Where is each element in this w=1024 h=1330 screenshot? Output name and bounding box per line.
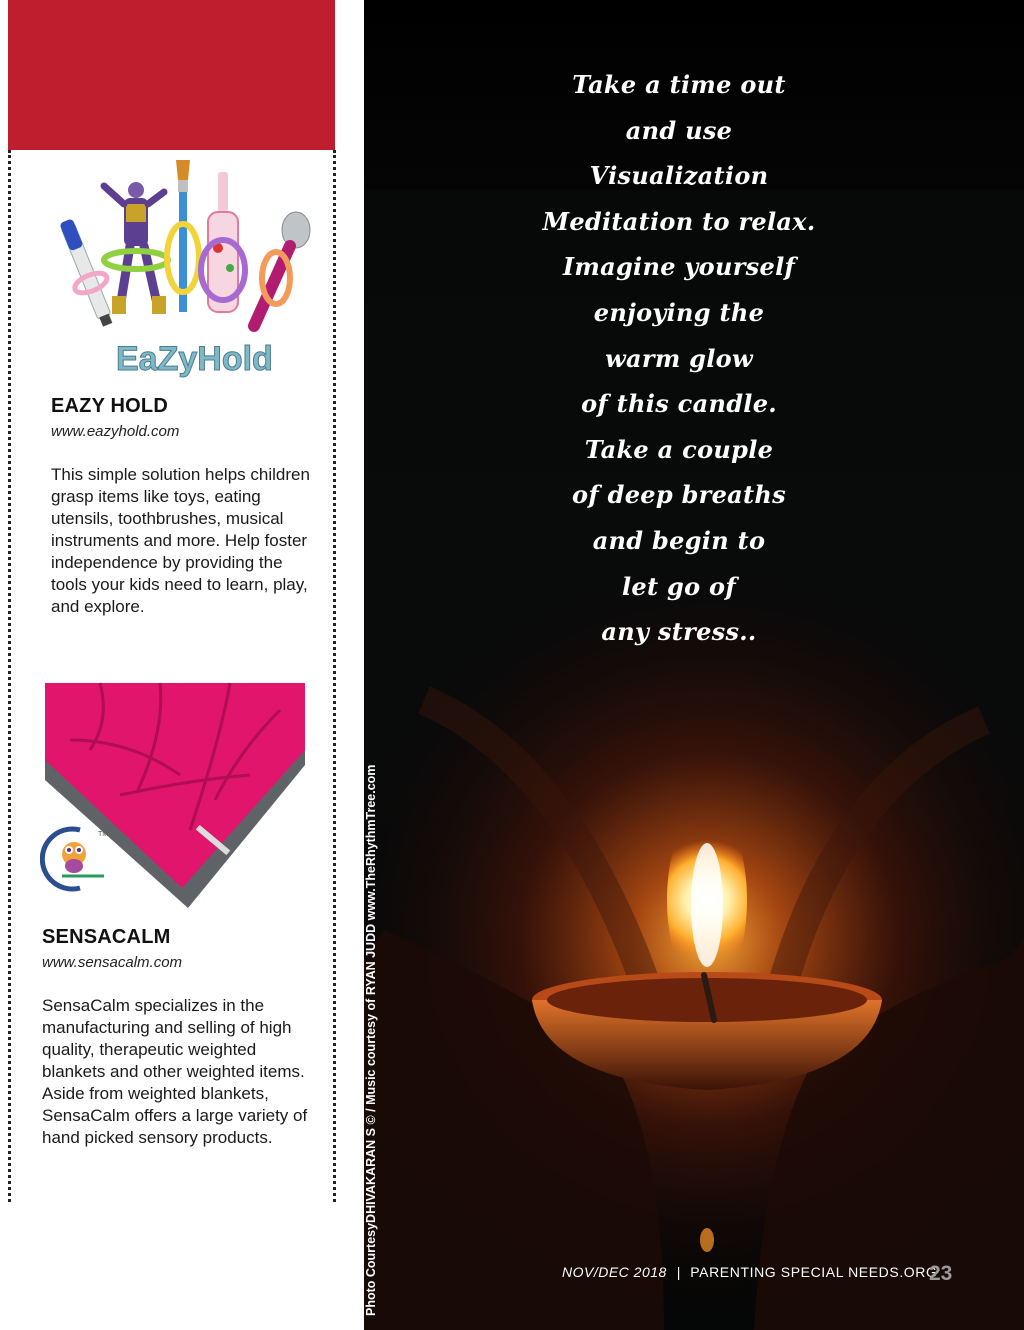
- poem-line: let go of: [621, 571, 736, 601]
- poem-line: Meditation to relax.: [542, 206, 816, 236]
- sensacalm-url-link[interactable]: www.sensacalm.com: [42, 954, 183, 971]
- photo-credit: Photo CourtesyDHIVAKARAN S © / Music courtesy of RYAN JUDD www.TheRhythmTree.com: [364, 764, 378, 1316]
- meditation-poem: [524, 62, 834, 655]
- poem-line: Visualization: [589, 161, 769, 191]
- poem-line: of this candle.: [581, 389, 777, 419]
- dotted-border-right: [333, 150, 336, 1202]
- eazyhold-url-link[interactable]: www.eazyhold.com: [51, 423, 180, 440]
- page-footer: [562, 1264, 938, 1280]
- sensacalm-blanket-image: [40, 680, 310, 915]
- poem-line: Take a couple: [584, 434, 774, 464]
- dotted-border-left: [8, 150, 11, 1202]
- left-column: [0, 0, 364, 1330]
- poem-line: any stress..: [601, 617, 757, 647]
- issue-date: NOV/DEC 2018: [562, 1264, 667, 1280]
- svg-text:TM: TM: [98, 831, 109, 838]
- poem-line: warm glow: [605, 343, 753, 373]
- poem-line: enjoying the: [593, 297, 765, 327]
- poem-line: and begin to: [592, 525, 766, 555]
- sensacalm-description: SensaCalm specializes in the manufacturing and selling of high quality, therapeutic weighted blankets and other weighted items. Aside from weighted blankets, SensaCalm offers a large variety of hand picked sensory products.: [42, 996, 308, 1147]
- site-name: PARENTING SPECIAL NEEDS.ORG: [690, 1264, 938, 1280]
- footer-separator: |: [676, 1264, 681, 1280]
- poem-line: Take a time out: [572, 70, 786, 99]
- red-color-block: [8, 0, 335, 150]
- sensacalm-title: SENSACALM: [42, 926, 171, 948]
- poem-line: Imagine yourself: [562, 252, 796, 282]
- page-number: 23: [929, 1262, 953, 1285]
- eazyhold-description: This simple solution helps children grasp items like toys, eating utensils, toothbrushes, musical instruments and more. Help foster independence by providing the tools your kids need to learn, play, and explore.: [51, 465, 310, 616]
- candle-photo-panel: [364, 0, 1024, 1330]
- svg-text:EaZyHold: EaZyHold: [116, 340, 273, 378]
- eazyhold-product-image: [58, 158, 314, 380]
- poem-line: and use: [625, 115, 733, 145]
- poem-line: of deep breaths: [572, 480, 786, 510]
- eazyhold-title: EAZY HOLD: [51, 395, 168, 417]
